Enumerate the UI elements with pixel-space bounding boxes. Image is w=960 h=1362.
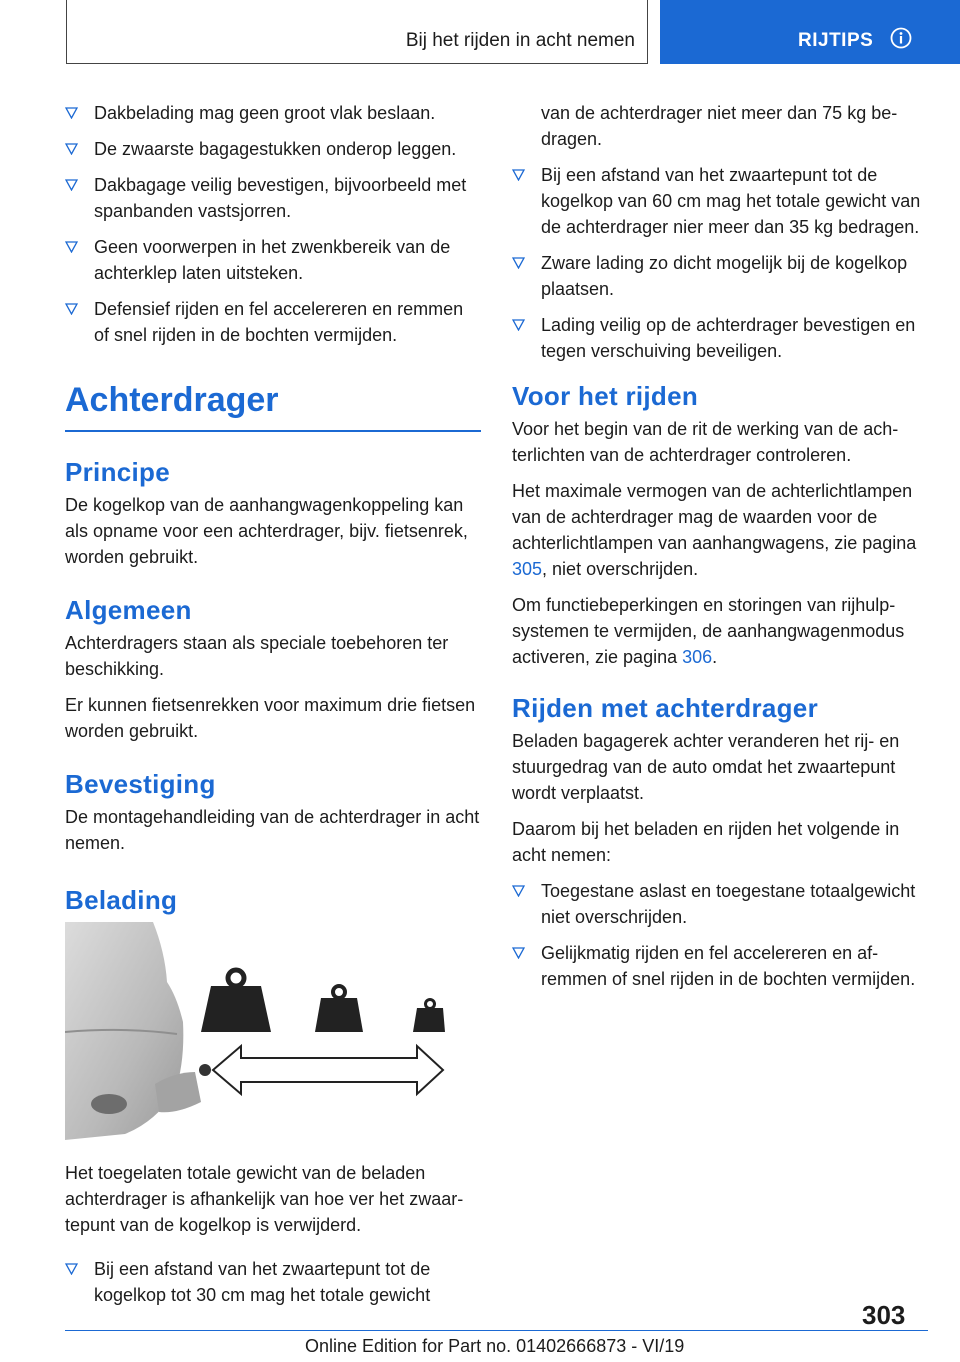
chapter-title: Achterdrager [65, 381, 279, 419]
triangle-bullet-icon [65, 143, 78, 155]
list-item: De zwaarste bagagestukken onderop leggen. [65, 136, 481, 162]
roof-load-list [65, 100, 481, 348]
triangle-bullet-icon [65, 241, 78, 253]
weight-large-icon [201, 970, 271, 1032]
heading-rijden-met-achterdrager: Rijden met achterdrager [512, 693, 818, 723]
list-item: Lading veilig op de achterdrager bevestigen en tegen verschuiving beveiligen. [512, 312, 927, 364]
paragraph: Het maximale vermogen van de achterlichtlampen van de achterdrager mag de waarden voor de achterlichtlampen van aanhangwagens, zie pagina 305, niet overschrijden. [512, 481, 917, 579]
rijtips-tab[interactable] [660, 0, 960, 64]
paragraph: Achterdragers staan als speciale toebehoren ter beschikking. [65, 633, 449, 679]
triangle-bullet-icon [512, 257, 525, 269]
paragraph: Er kunnen fietsenrekken voor maximum drie fietsen worden gebruikt. [65, 695, 476, 741]
paragraph: De montagehandleiding van de achterdrager in acht nemen. [65, 807, 480, 853]
footer-divider-accent [862, 1330, 928, 1331]
list-item-continuation: van de achterdrager niet meer dan 75 kg bedragen. [541, 103, 898, 149]
list-item: Gelijkmatig rijden en fel accelereren en afremmen of snel rijden in de bochten vermijden. [512, 940, 927, 992]
title-divider [65, 430, 481, 432]
paragraph: Daarom bij het beladen en rijden het volgende in acht nemen: [512, 819, 900, 865]
footer-divider [65, 1330, 862, 1331]
triangle-bullet-icon [512, 885, 525, 897]
triangle-bullet-icon [512, 169, 525, 181]
page-link-305[interactable]: 305 [512, 559, 543, 579]
list-item: Bij een afstand van het zwaartepunt tot de kogelkop tot 30 cm mag het totale gewicht [65, 1256, 481, 1308]
info-circle-icon[interactable] [890, 27, 912, 49]
section-title: Bij het rijden in acht nemen [405, 30, 635, 51]
heading-belading: Belading [65, 885, 178, 915]
right-column [512, 100, 927, 1002]
paragraph: Om functiebeperkingen en storingen van rijhulpsystemen te vermijden, de aanhangwagenmodus activeren, zie pagina 306. [512, 595, 905, 667]
paragraph: Het toegelaten totale gewicht van de beladen achterdrager is afhankelijk van hoe ver het zwaartepunt van de kogelkop is verwijderd. [65, 1163, 464, 1235]
weight-small-icon [413, 1000, 445, 1033]
list-item: Dakbagage veilig bevestigen, bijvoorbeeld met spanbanden vastsjorren. [65, 172, 481, 224]
left-column [65, 100, 481, 1318]
list-item: Bij een afstand van het zwaartepunt tot de kogelkop van 60 cm mag het totale gewicht van de achterdrager nier meer dan 35 kg bedragen. [512, 162, 927, 240]
triangle-bullet-icon [65, 1263, 78, 1275]
triangle-bullet-icon [512, 947, 525, 959]
paragraph: Voor het begin van de rit de werking van de achterlichten van de achterdrager controleren. [512, 419, 899, 465]
page-link-306[interactable]: 306 [682, 647, 713, 667]
heading-voor-het-rijden: Voor het rijden [512, 381, 699, 411]
list-item: Dakbelading mag geen groot vlak beslaan. [65, 100, 481, 126]
heading-bevestiging: Bevestiging [65, 769, 216, 799]
triangle-bullet-icon [512, 319, 525, 331]
list-item: Defensief rijden en fel accelereren en remmen of snel rijden in de bochten vermijden. [65, 296, 481, 348]
triangle-bullet-icon [65, 107, 78, 119]
heading-algemeen: Algemeen [65, 595, 192, 625]
triangle-bullet-icon [65, 303, 78, 315]
page-number: 303 [862, 1300, 906, 1330]
list-item: Geen voorwerpen in het zwenkbereik van de achterklep laten uitsteken. [65, 234, 481, 286]
triangle-bullet-icon [65, 179, 78, 191]
header-section-box [66, 0, 648, 64]
tab-label: RIJTIPS [798, 30, 874, 51]
edition-text: Online Edition for Part no. 01402666873 - VI/19 [305, 1336, 685, 1356]
heading-principe: Principe [65, 457, 170, 487]
list-item: Toegestane aslast en toegestane totaalgewicht niet overschrijden. [512, 878, 927, 930]
paragraph: Beladen bagagerek achter veranderen het rij- en stuurgedrag van de auto omdat het zwaartepunt wordt verplaatst. [512, 731, 900, 803]
load-distance-illustration [65, 922, 445, 1140]
list-item: Zware lading zo dicht mogelijk bij de kogelkop plaatsen. [512, 250, 927, 302]
weight-medium-icon [315, 986, 363, 1032]
paragraph: De kogelkop van de aanhangwagenkoppeling kan als opname voor een achterdrager, bijv. fietsenrek, worden gebruikt. [65, 495, 468, 567]
